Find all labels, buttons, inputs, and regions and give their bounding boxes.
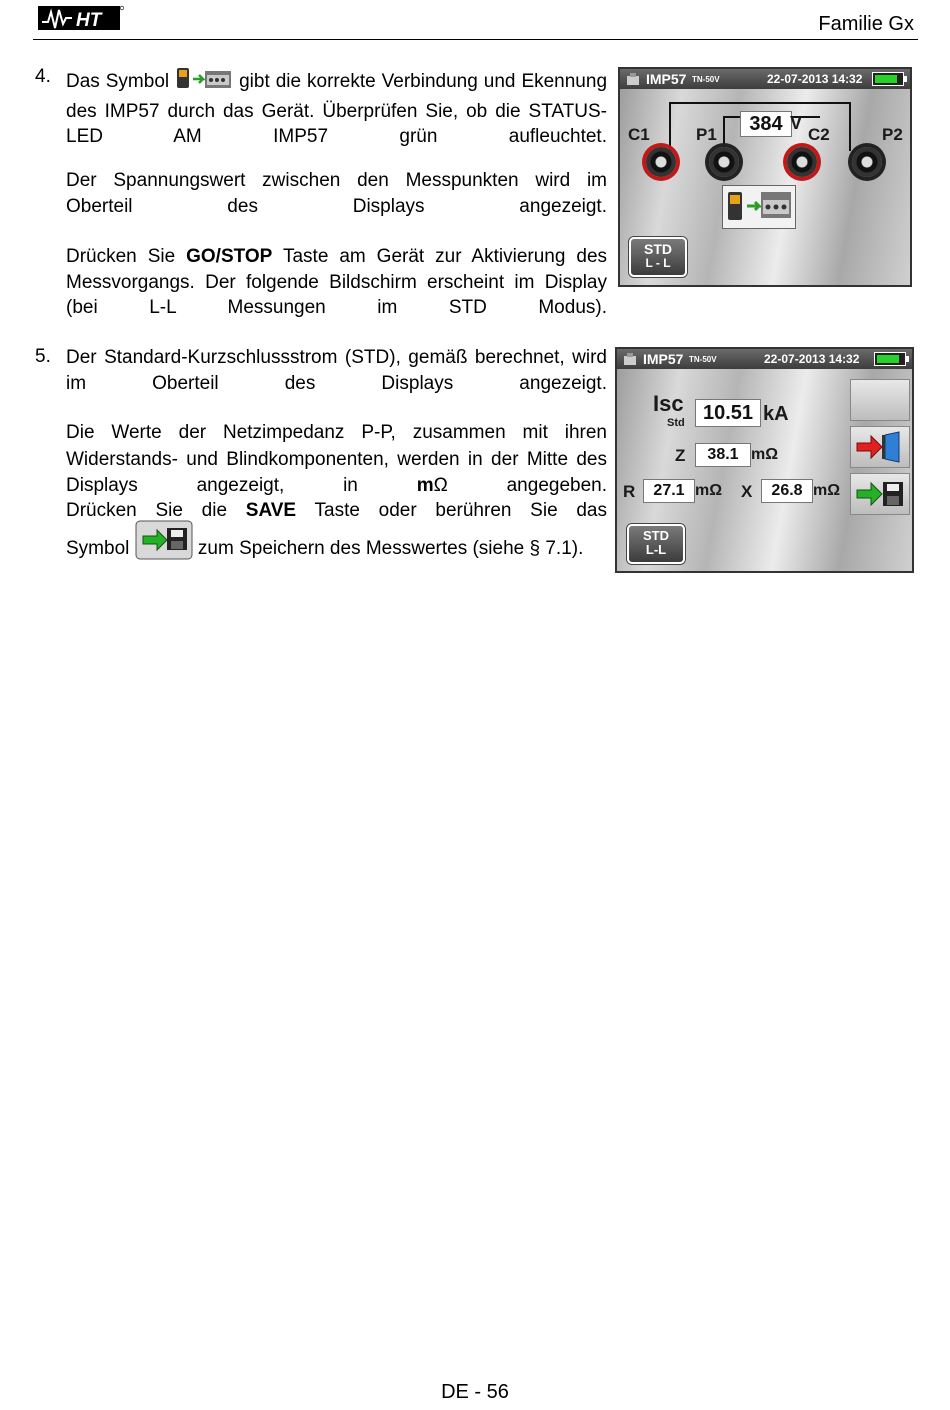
step-5-paragraph-1: Der Standard-Kurzschlussstrom (STD), gemäß berechnet, wird im Oberteil des Displays angezeigt.: [66, 347, 607, 394]
step-5-text: Die Werte der Netzimpedanz P-P, zusammen mit ihren Widerstands- und Blindkomponenten, werden in der Mitte des Displays angezeigt, in: [66, 422, 607, 496]
step-4-paragraph-3: [66, 244, 607, 321]
adapter-connected-icon[interactable]: [722, 185, 796, 229]
step-4-text: Drücken Sie: [66, 246, 176, 267]
step-4-paragraph-2: Der Spannungswert zwischen den Messpunkten wird im Oberteil des Displays angezeigt.: [66, 170, 607, 217]
step-5-number: 5.: [35, 346, 51, 367]
step-5-paragraph-4: [66, 520, 607, 568]
terminal-c2-socket: [787, 147, 817, 177]
step-4-paragraph-1: [66, 67, 607, 150]
exit-button[interactable]: [850, 426, 910, 468]
mode-bottom-label: L-L: [645, 542, 667, 557]
mode-bottom-label: L - L: [645, 256, 671, 270]
mode-top-label: STD: [643, 528, 669, 543]
save-icon: [135, 520, 193, 568]
model-label: IMP57: [646, 71, 687, 87]
instrument-screen-voltage: [618, 67, 912, 287]
isc-label: Isc: [653, 391, 684, 416]
save-button[interactable]: [850, 473, 910, 515]
blank-side-button[interactable]: [850, 379, 910, 421]
step-4-text-after-icon: gibt die korrekte Verbindung und Ekennung des IMP57 durch das Gerät. Überprüfen Sie, ob die STATUS-LED AM IMP57 grün aufleuchtet.: [66, 71, 608, 147]
terminal-p2-socket: [852, 147, 882, 177]
system-label: TN-50V: [689, 355, 717, 364]
model-label: IMP57: [643, 351, 684, 367]
terminal-p1-socket: [709, 147, 739, 177]
step-5-paragraph-2: [66, 420, 607, 500]
std-mode-button[interactable]: [627, 524, 685, 564]
step-5-text: Drücken Sie die: [66, 500, 228, 521]
system-label: TN-50V: [692, 75, 720, 84]
step-5-text: Ω angegeben.: [433, 475, 607, 496]
z-unit: mΩ: [751, 446, 779, 463]
milli-prefix: m: [416, 475, 434, 496]
instrument-screen-result: [615, 347, 914, 573]
datetime-label: 22-07-2013 14:32: [764, 352, 860, 366]
x-label: X: [741, 482, 753, 501]
exit-icon: [851, 427, 909, 467]
step-4-number: 4.: [35, 66, 51, 87]
voltage-unit: V: [790, 113, 803, 133]
step-4-text-before-icon: Das Symbol: [66, 71, 170, 92]
step-5-text: Symbol: [66, 538, 130, 559]
document-family: Familie Gx: [818, 13, 914, 35]
terminal-label-p2: P2: [882, 125, 903, 144]
x-value: 26.8: [761, 479, 813, 503]
step-5-text: zum Speichern des Messwertes (siehe § 7.1).: [197, 538, 584, 559]
header-divider: [33, 39, 918, 40]
battery-icon: [874, 352, 906, 366]
go-stop-key-label: GO/STOP: [186, 246, 273, 267]
step-5-text: Taste oder berühren Sie das: [314, 500, 608, 521]
mode-top-label: STD: [644, 241, 672, 257]
terminal-c1-socket: [646, 147, 676, 177]
screen-status-bar: [617, 349, 912, 369]
r-unit: mΩ: [695, 482, 723, 499]
voltage-value: 384: [740, 111, 792, 137]
ht-logo: [38, 4, 124, 34]
datetime-label: 22-07-2013 14:32: [767, 72, 863, 86]
tester-icon: [623, 352, 637, 366]
std-mode-button[interactable]: [629, 237, 687, 277]
terminal-label-c1: C1: [628, 125, 650, 144]
isc-unit: kA: [763, 403, 789, 425]
save-key-label: SAVE: [245, 500, 297, 521]
save-icon: [851, 474, 909, 514]
isc-mode-label: Std: [667, 417, 685, 429]
terminal-label-c2: C2: [808, 125, 830, 144]
terminal-label-p1: P1: [696, 125, 717, 144]
z-value: 38.1: [695, 443, 751, 467]
isc-value: 10.51: [695, 399, 761, 427]
r-label: R: [623, 482, 636, 501]
step-4-text: Taste am Gerät zur Aktivierung des Messvorgangs. Der folgende Bildschirm erscheint im Display (bei L-L Messungen im STD Modus).: [66, 246, 608, 318]
r-value: 27.1: [643, 479, 695, 503]
x-unit: mΩ: [813, 482, 841, 499]
brand-text: HT: [76, 10, 102, 31]
z-label: Z: [675, 446, 686, 465]
page-number: DE - 56: [441, 1381, 509, 1403]
impedance-adapter-connection-icon: [175, 67, 233, 99]
